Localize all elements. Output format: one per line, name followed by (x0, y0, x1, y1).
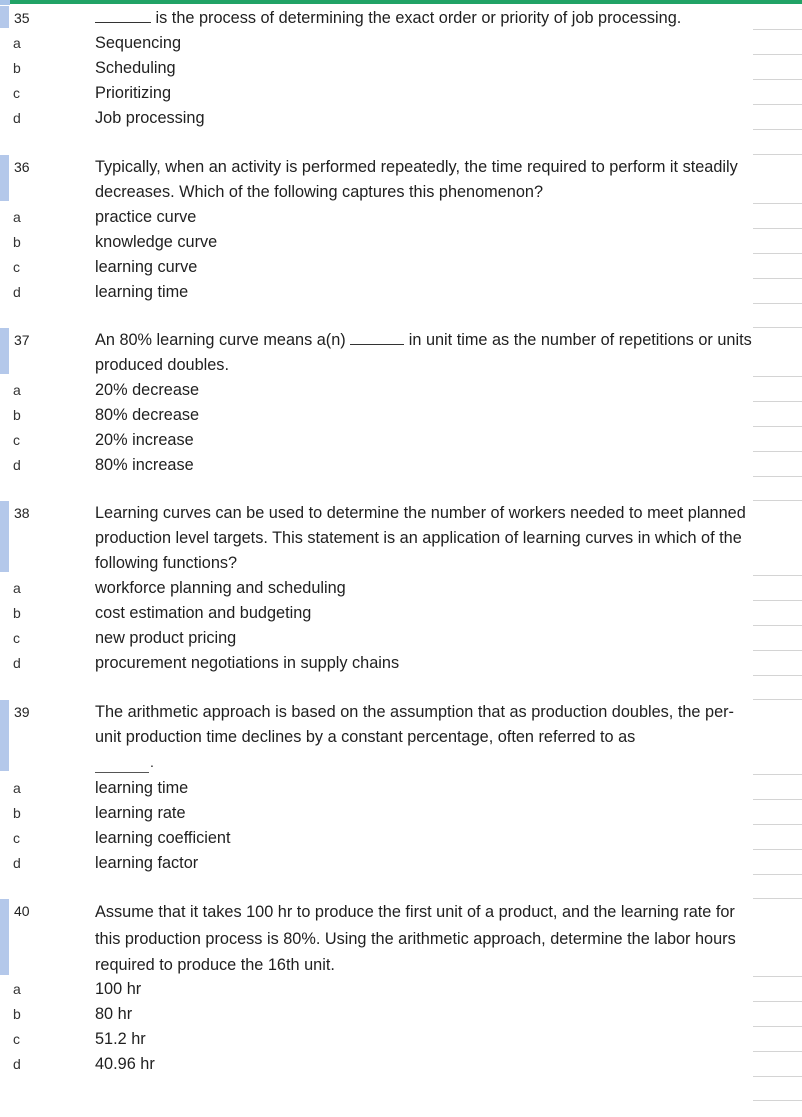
question-block (0, 6, 802, 131)
question-block (0, 501, 802, 676)
answer-blank (95, 8, 151, 23)
question-text: The arithmetic approach is based on the assumption that as production doubles, the per-unit production time declines by a constant percentage, often referred to as (95, 700, 755, 775)
row-selection-marker (0, 155, 9, 201)
question-number: 37 (14, 332, 30, 348)
option-letter: d (13, 284, 21, 300)
answer-option[interactable] (0, 453, 760, 478)
option-text: workforce planning and scheduling (95, 579, 346, 597)
question-block (0, 899, 802, 1079)
option-text: knowledge curve (95, 233, 218, 251)
option-letter: a (13, 35, 21, 51)
answer-option[interactable] (0, 106, 760, 131)
answer-blank (95, 757, 149, 775)
option-text: 80% increase (95, 456, 194, 474)
option-text: learning curve (95, 258, 198, 276)
question-text: is the process of determining the exact order or priority of job processing. (95, 6, 755, 31)
answer-option[interactable] (0, 576, 760, 601)
option-letter: a (13, 209, 21, 225)
answer-option[interactable] (0, 56, 760, 81)
answer-option[interactable] (0, 776, 760, 801)
option-letter: c (13, 1031, 20, 1047)
answer-option[interactable] (0, 31, 760, 56)
question-number: 36 (14, 159, 30, 175)
option-text: new product pricing (95, 629, 237, 647)
option-letter: a (13, 382, 21, 398)
option-letter: b (13, 605, 21, 621)
option-letter: d (13, 457, 21, 473)
option-text: 100 hr (95, 980, 142, 998)
option-letter: d (13, 855, 21, 871)
row-selection-marker (0, 700, 9, 771)
row-selection-marker (0, 501, 9, 572)
option-letter: b (13, 805, 21, 821)
answer-option[interactable] (0, 255, 760, 280)
option-text: learning coefficient (95, 829, 231, 847)
question-number: 39 (14, 704, 30, 720)
option-letter: c (13, 432, 20, 448)
question-text: Typically, when an activity is performed repeatedly, the time required to perform it steadily decreases. Which of the following captures this phenomenon? (95, 158, 738, 201)
row-selection-marker (0, 328, 9, 374)
option-text: 80% decrease (95, 406, 200, 424)
option-text: Prioritizing (95, 84, 172, 102)
answer-option[interactable] (0, 205, 760, 230)
sheet-top-border (0, 0, 802, 5)
option-letter: a (13, 780, 21, 796)
option-letter: d (13, 655, 21, 671)
question-block (0, 700, 802, 875)
answer-option[interactable] (0, 378, 760, 403)
question-block (0, 155, 802, 305)
answer-option[interactable] (0, 977, 760, 1002)
question-number: 35 (14, 10, 30, 26)
answer-option[interactable] (0, 826, 760, 851)
option-letter: b (13, 1006, 21, 1022)
answer-option[interactable] (0, 601, 760, 626)
option-text: learning time (95, 779, 189, 797)
blank-period: . (150, 754, 154, 770)
option-text: 20% increase (95, 431, 194, 449)
option-text: Job processing (95, 109, 205, 127)
question-text: An 80% learning curve means a(n) in unit time as the number of repetitions or units produced doubles. (95, 331, 752, 374)
answer-option[interactable] (0, 280, 760, 305)
question-number: 40 (14, 903, 30, 919)
question-block (0, 328, 802, 478)
option-text: learning factor (95, 854, 199, 872)
option-text: 80 hr (95, 1005, 133, 1023)
answer-option[interactable] (0, 801, 760, 826)
answer-blank (350, 330, 404, 345)
option-letter: a (13, 981, 21, 997)
option-text: Sequencing (95, 34, 182, 52)
answer-option[interactable] (0, 851, 760, 876)
option-letter: a (13, 580, 21, 596)
answer-option[interactable] (0, 1002, 760, 1027)
question-text: Assume that it takes 100 hr to produce the first unit of a product, and the learning rate for this production process is 80%. Using the arithmetic approach, determine the labor hours required to produce the 16th unit. (95, 903, 736, 974)
option-text: 40.96 hr (95, 1055, 155, 1073)
answer-option[interactable] (0, 626, 760, 651)
option-text: learning time (95, 283, 189, 301)
option-text: 51.2 hr (95, 1030, 146, 1048)
option-text: Scheduling (95, 59, 176, 77)
option-text: procurement negotiations in supply chains (95, 654, 400, 672)
answer-option[interactable] (0, 230, 760, 255)
option-letter: c (13, 630, 20, 646)
question-text: Learning curves can be used to determine the number of workers needed to meet planned production level targets. This statement is an application of learning curves in which of the following functions? (95, 504, 746, 572)
option-text: 20% decrease (95, 381, 200, 399)
answer-option[interactable] (0, 1052, 760, 1077)
answer-option[interactable] (0, 1027, 760, 1052)
row-selection-marker (0, 6, 9, 28)
option-letter: d (13, 110, 21, 126)
option-letter: b (13, 60, 21, 76)
option-letter: b (13, 407, 21, 423)
answer-option[interactable] (0, 428, 760, 453)
option-letter: b (13, 234, 21, 250)
option-text: practice curve (95, 208, 197, 226)
answer-option[interactable] (0, 81, 760, 106)
option-letter: d (13, 1056, 21, 1072)
answer-option[interactable] (0, 403, 760, 428)
question-number: 38 (14, 505, 30, 521)
row-selection-marker (0, 899, 9, 975)
option-letter: c (13, 259, 20, 275)
answer-option[interactable] (0, 651, 760, 676)
option-letter: c (13, 830, 20, 846)
option-text: learning rate (95, 804, 186, 822)
option-letter: c (13, 85, 20, 101)
option-text: cost estimation and budgeting (95, 604, 312, 622)
